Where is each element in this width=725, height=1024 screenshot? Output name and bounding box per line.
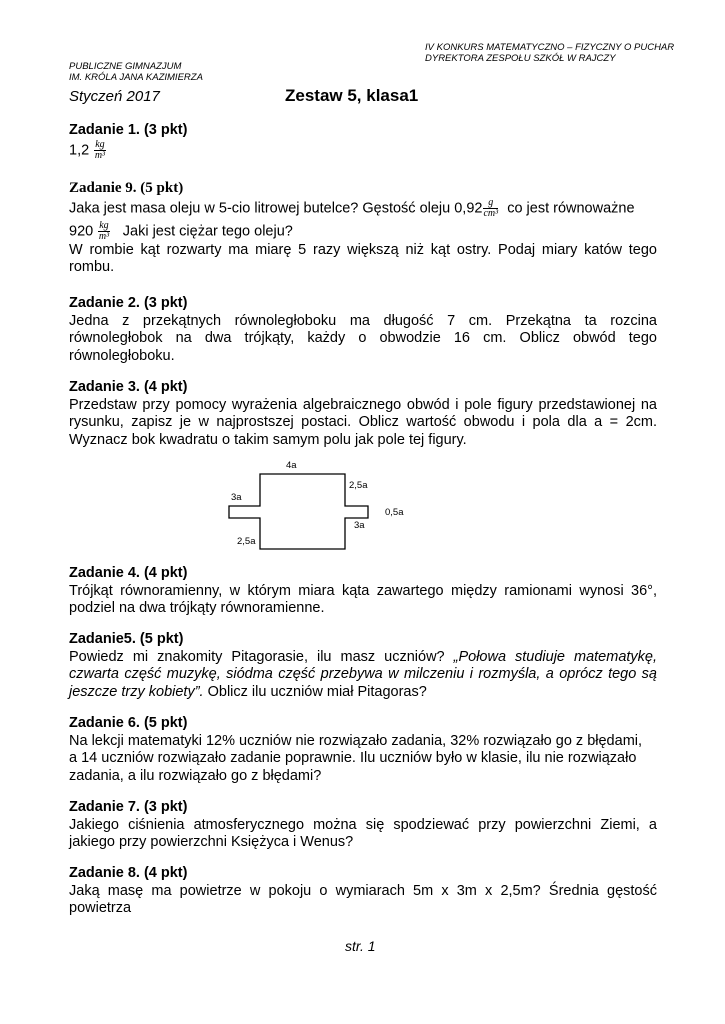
task-7 xyxy=(69,799,657,852)
task-9-density-num: g xyxy=(483,198,498,209)
task-8 xyxy=(69,865,657,918)
task-9-line-2-value: 920 xyxy=(69,222,94,239)
task-1-heading: Zadanie 1. (3 pkt) xyxy=(69,122,188,138)
task-1-body xyxy=(69,140,657,161)
task-9-density-unit xyxy=(483,198,498,219)
task-9-line-2-text: Jaki jest ciężar tego oleju? xyxy=(110,222,293,239)
task-9-density-unit-2 xyxy=(98,221,109,242)
task-5-heading: Zadanie5. (5 pkt) xyxy=(69,631,184,647)
task-9-line-3: W rombie kąt rozwarty ma miarę 5 razy większą niż kąt ostry. Podaj miary katów tego rombu. xyxy=(69,241,657,275)
task-3 xyxy=(69,379,657,449)
contest-line-1: IV KONKURS MATEMATYCZNO – FIZYCZNY O PUCHAR xyxy=(425,42,675,53)
task-9-line-1-text: Jaka jest masa oleju w 5-cio litrowej butelce? Gęstość oleju 0,92 xyxy=(69,199,483,216)
task-9 xyxy=(69,180,657,277)
task-9-density2-den: m³ xyxy=(98,230,110,242)
task-7-text: Jakiego ciśnienia atmosferycznego można się spodziewać przy powierzchni Ziemi, a jakiego przy powierzchni Księżyca i Wenus? xyxy=(69,816,657,850)
task-1-unit-den: m³ xyxy=(94,149,106,161)
task-9-density-den: cm³ xyxy=(483,207,499,219)
task-1 xyxy=(69,122,657,161)
task-1-unit-num: kg xyxy=(95,138,105,150)
task-6 xyxy=(69,715,657,785)
school-line-1: PUBLICZNE GIMNAZJUM xyxy=(69,61,182,72)
task-9-line-1 xyxy=(69,198,657,219)
task-5-text-b: Oblicz ilu uczniów miał Pitagoras? xyxy=(203,683,427,700)
task-2 xyxy=(69,295,657,365)
task-4-heading: Zadanie 4. (4 pkt) xyxy=(69,565,188,581)
page-title: Zestaw 5, klasa1 xyxy=(285,86,419,105)
task-5-quote: „Połowa studiuje matematykę, czwarta część muzykę, siódma część przebywa w milczeniu i rozmyśla, a oprócz tego są jeszcze trzy kobiety”. xyxy=(69,648,658,700)
label-left-bottom: 2,5a xyxy=(237,536,256,547)
task-5-text xyxy=(69,649,657,702)
label-right-tab: 0,5a xyxy=(385,507,404,518)
task-1-value: 1,2 xyxy=(69,141,90,158)
school-header xyxy=(69,61,203,83)
task-2-heading: Zadanie 2. (3 pkt) xyxy=(69,295,188,311)
page-number: str. 1 xyxy=(345,938,376,954)
task-2-text: Jedna z przekątnych równoległoboku ma długość 7 cm. Przekątna ta rozcina równoległobok na dwa trójkąty, każdy o obwodzie 16 cm. Oblicz obwód tego równoległoboku. xyxy=(69,312,657,364)
task-9-line-2 xyxy=(69,221,657,242)
task-5-text-a: Powiedz mi znakomity Pitagorasie, ilu masz uczniów? xyxy=(69,648,454,665)
task-9-heading: Zadanie 9. (5 pkt) xyxy=(69,180,184,196)
contest-line-2: DYREKTORA ZESPOŁU SZKÓŁ W RAJCZY xyxy=(425,53,616,64)
task-9-density2-num: kg xyxy=(99,219,109,231)
label-top: 4a xyxy=(286,460,297,471)
task-5 xyxy=(69,631,657,701)
task-6-heading: Zadanie 6. (5 pkt) xyxy=(69,715,188,731)
task-4-text: Trójkąt równoramienny, w którym miara kąta zawartego między ramionami wynosi 36°, podziel na dwa trójkąty równoramienne. xyxy=(69,582,657,616)
school-line-2: IM. KRÓLA JANA KAZIMIERZA xyxy=(69,72,203,83)
task-7-heading: Zadanie 7. (3 pkt) xyxy=(69,799,188,815)
task-4 xyxy=(69,565,657,618)
task-6-line-2: a 14 uczniów rozwiązało zadanie poprawnie. Ilu uczniów było w klasie, ilu nie rozwiązało xyxy=(69,750,637,766)
contest-header xyxy=(425,42,674,64)
task-6-line-3: zadania, a ilu rozwiązało go z błędami? xyxy=(69,767,322,784)
task-8-heading: Zadanie 8. (4 pkt) xyxy=(69,865,188,881)
label-right-bottom: 3a xyxy=(354,520,365,531)
label-left-top: 3a xyxy=(231,492,242,503)
task-8-text: Jaką masę ma powietrze w pokoju o wymiarach 5m x 3m x 2,5m? Średnia gęstość powietrza xyxy=(69,882,657,916)
label-right-top: 2,5a xyxy=(349,480,368,491)
task-3-heading: Zadanie 3. (4 pkt) xyxy=(69,379,188,395)
task-6-line-1: Na lekcji matematyki 12% uczniów nie rozwiązało zadania, 32% rozwiązało go z błędami, xyxy=(69,732,643,749)
task-1-unit xyxy=(94,140,105,161)
figure xyxy=(225,456,425,556)
date: Styczeń 2017 xyxy=(69,88,160,105)
task-9-line-1-tail: co jest równoważne xyxy=(499,199,635,216)
task-3-text: Przedstaw przy pomocy wyrażenia algebraicznego obwód i pole figury przedstawionej na rysunku, zapisz je w najprostszej postaci. Oblicz wartość obwodu i pola dla a = 2cm. Wyznacz bok kwadratu o takim samym polu jak pole tej figury. xyxy=(69,396,657,448)
